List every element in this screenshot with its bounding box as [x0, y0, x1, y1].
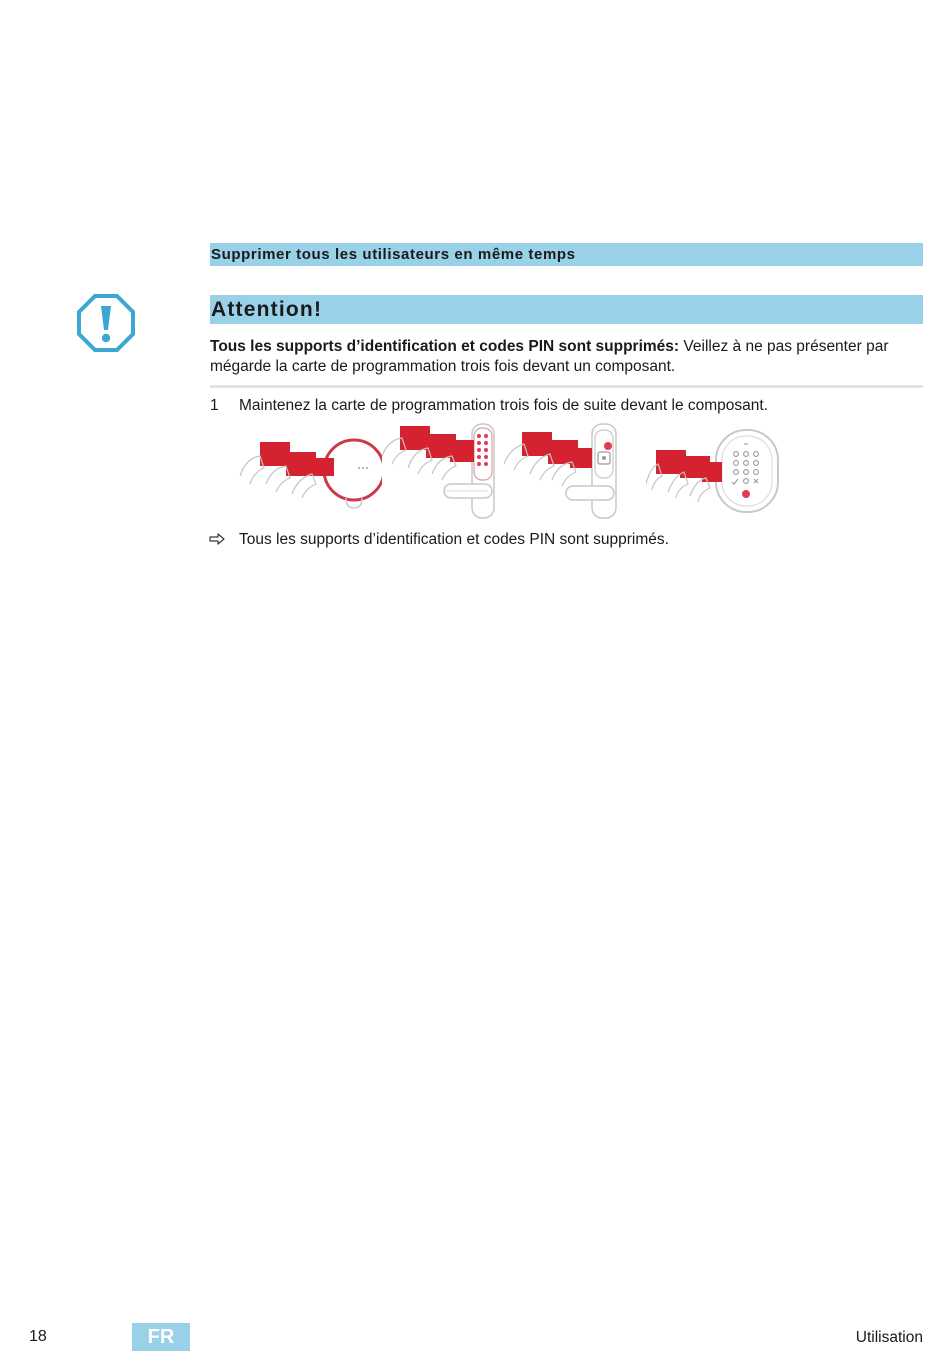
- smarthandle-illustration: [382, 422, 502, 520]
- pinpad-illustration: [646, 422, 788, 520]
- warning-body: Veillez à ne pas présenter par mégarde la carte de programmation trois fois devant un composant.: [210, 338, 889, 375]
- warning-text: [210, 337, 923, 377]
- result-text: Tous les supports d’identification et codes PIN sont supprimés.: [239, 531, 669, 548]
- smarthandle-narrow-illustration: [504, 422, 624, 520]
- language-badge: FR: [132, 1323, 190, 1351]
- attention-title: Attention!: [211, 298, 323, 321]
- footer-section-title: Utilisation: [855, 1329, 923, 1346]
- result-arrow-icon: [208, 530, 226, 548]
- divider: [210, 385, 923, 388]
- step-number: 1: [210, 397, 219, 414]
- step-text: Maintenez la carte de programmation trois fois de suite devant le composant.: [239, 397, 768, 414]
- section-title: Supprimer tous les utilisateurs en même temps: [211, 246, 576, 263]
- warning-bold-lead: Tous les supports d’identification et codes PIN sont supprimés:: [210, 338, 680, 355]
- warning-octagon-icon: [77, 294, 135, 352]
- page-number: 18: [29, 1328, 47, 1345]
- cylinder-illustration: [236, 422, 382, 520]
- illustration-strip: [236, 422, 788, 520]
